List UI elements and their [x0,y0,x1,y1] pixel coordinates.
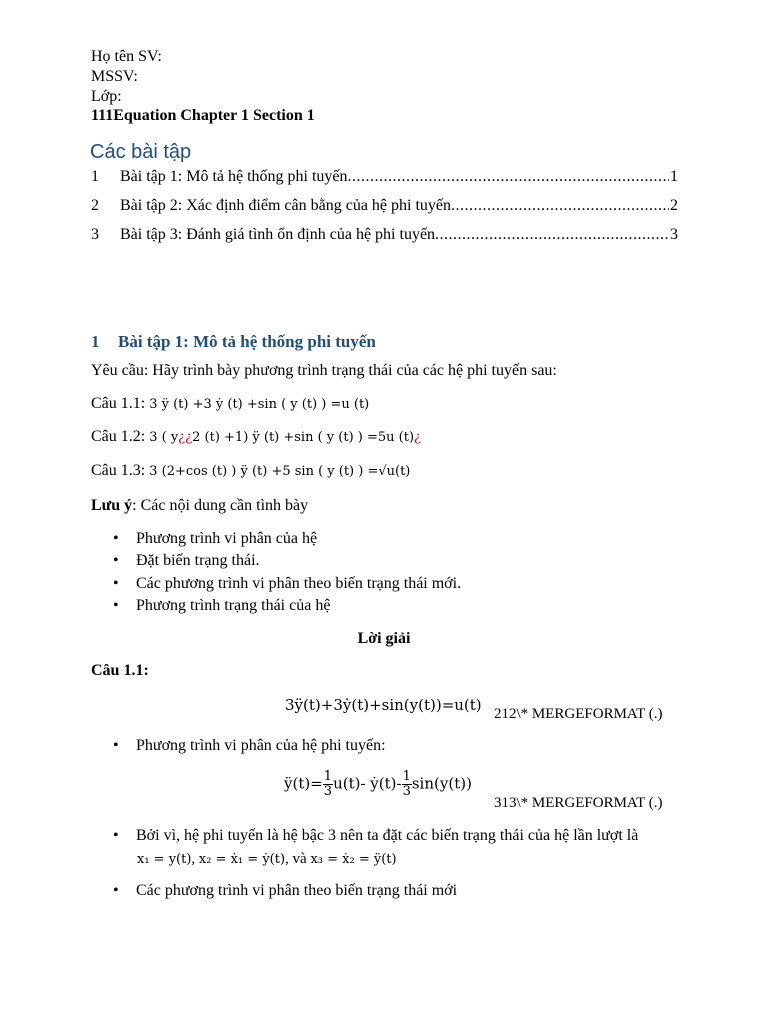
equation-2-mergeformat: 212\* MERGEFORMAT (.) [494,706,663,722]
question-equation: 3 (2+cos (t) ) ÿ (t) +5 sin ( y (t) ) =√u(t) [149,464,411,479]
bullet-icon: • [113,552,119,569]
toc-entry[interactable] [91,197,678,219]
list-item-text: Phương trình vi phân của hệ phi tuyến: [136,737,386,754]
question-equation-part: 2 (t) +1) ÿ (t) +sin ( y (t) ) =5u (t) [192,430,415,445]
note-label: Lưu ý [91,497,133,514]
equation-3-mergeformat: 313\* MERGEFORMAT (.) [494,795,663,811]
toc-entry[interactable] [91,226,678,248]
list-item-text: Phương trình trạng thái của hệ [136,597,331,614]
separator: , và [285,851,311,867]
state-variables-line [137,851,397,868]
toc-entry[interactable] [91,168,678,190]
equation-part: u(t)- ẏ(t)- [333,774,402,793]
fraction [402,770,412,799]
bullet-icon: • [113,827,119,844]
equation-3 [284,770,472,799]
list-item [113,882,457,900]
equation-error-glyph: ¿¿ [178,430,193,445]
state-variable-x3: x₃ = ẋ₂ = ÿ(t) [310,852,397,867]
toc-entry-number: 1 [91,168,99,185]
toc-entry-text: Bài tập 2: Xác định điểm cân bằng của hệ phi tuyến [120,197,452,214]
section-title: Bài tập 1: Mô tả hệ thống phi tuyến [118,332,376,351]
toc-entry-page: 1 [670,168,678,185]
fraction-denominator: 3 [323,784,333,799]
section-heading [91,332,376,352]
fraction [323,770,333,799]
toc-entry-text: Bài tập 1: Mô tả hệ thống phi tuyến [120,168,348,185]
toc-entry-text: Bài tập 3: Đánh giá tình ổn định của hệ phi tuyến [120,226,436,243]
question-label: Câu 1.1: [91,395,150,412]
solution-title: Lời giải [357,630,411,647]
toc-leader-dots [435,226,669,244]
list-item-text: Bởi vì, hệ phi tuyến là hệ bậc 3 nên ta đặt các biến trạng thái của hệ lần lượt là [136,827,639,844]
note-text: : Các nội dung cần tình bày [132,497,309,514]
list-item [113,530,317,548]
bullet-icon: • [113,882,119,899]
bullet-icon: • [113,597,119,614]
bullet-icon: • [113,737,119,754]
note-line [91,497,308,515]
question-equation: 3 ÿ (t) +3 ẏ (t) +sin ( y (t) ) =u (t) [149,397,370,412]
bullet-icon: • [113,575,119,592]
equation-part: sin(y(t)) [411,774,472,793]
question-1-1 [91,395,369,413]
class-label: Lớp: [91,88,122,105]
toc-entry-page: 2 [670,197,678,214]
question-1-2 [91,428,421,446]
list-item [113,552,260,570]
list-item [113,575,461,593]
list-item [113,737,386,755]
list-item [113,827,638,845]
toc-leader-dots [348,168,669,186]
equation-2: 3ÿ(t)+3ẏ(t)+sin(y(t))=u(t) [285,696,482,714]
equation-chapter-field: 111Equation Chapter 1 Section 1 [91,107,315,124]
state-variable-x1: x₁ = y(t) [137,852,192,867]
requirement-text: Yêu cầu: Hãy trình bày phương trình trạng thái của các hệ phi tuyến sau: [91,362,557,379]
toc-entry-page: 3 [670,226,678,243]
toc-entry-number: 3 [91,226,99,243]
list-item-text: Đặt biến trạng thái. [136,552,260,569]
list-item-text: Phương trình vi phân của hệ [136,530,318,547]
fraction-numerator: 1 [402,769,411,784]
fraction-denominator: 3 [402,784,411,799]
equation-error-glyph: ¿ [414,430,422,445]
question-label: Câu 1.3: [91,462,150,479]
student-name-label: Họ tên SV: [91,48,162,65]
toc-entry-number: 2 [91,197,99,214]
list-item-text: Các phương trình vi phân theo biến trạng thái mới [136,882,458,899]
equation-part: ÿ(t)= [284,774,323,793]
state-variable-x2: x₂ = ẋ₁ = ẏ(t) [198,852,286,867]
section-number: 1 [91,332,100,351]
question-label: Câu 1.2: [91,428,150,445]
question-equation-part: 3 ( y [149,430,179,445]
toc-leader-dots [451,197,669,215]
question-1-3 [91,462,410,480]
student-id-label: MSSV: [91,68,138,85]
solution-question-label: Câu 1.1: [91,662,149,679]
bullet-icon: • [113,530,119,547]
toc-title: Các bài tập [90,141,192,163]
list-item [113,597,330,615]
separator: , [191,851,199,867]
fraction-numerator: 1 [323,769,333,784]
list-item-text: Các phương trình vi phân theo biến trạng thái mới. [136,575,462,592]
